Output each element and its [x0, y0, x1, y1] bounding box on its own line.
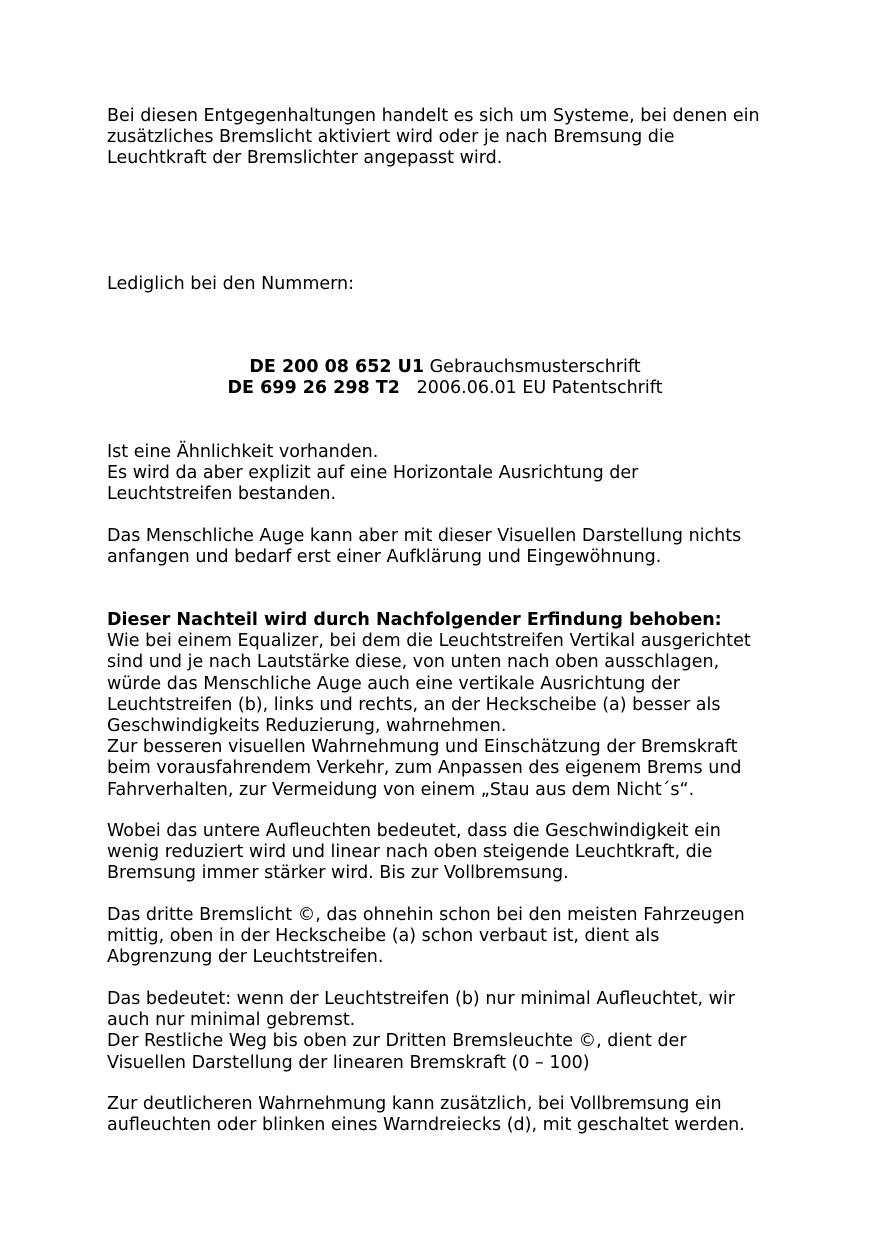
- text-line: aufleuchten oder blinken eines Warndreiecks (d), mit geschaltet werden.: [107, 1115, 745, 1136]
- text-line: Lediglich bei den Nummern:: [107, 274, 355, 294]
- text-line: Bei diesen Entgegenhaltungen handelt es sich um Systeme, bei denen ein: [107, 106, 760, 126]
- text-line: Bremsung immer stärker wird. Bis zur Vollbremsung.: [107, 863, 569, 884]
- paragraph-lower-light: [107, 821, 807, 885]
- text-line: würde das Menschliche Auge auch eine vertikale Ausrichtung der: [107, 673, 680, 694]
- text-line: Visuellen Darstellung der linearen Bremskraft (0 – 100): [107, 1052, 590, 1073]
- patent-description: 2006.06.01 EU Patentschrift: [399, 378, 663, 399]
- text-line: Ist eine Ähnlichkeit vorhanden.: [107, 442, 379, 462]
- paragraph-third-brake-light: [107, 905, 807, 969]
- text-line: sind und je nach Lautstärke diese, von unten nach oben ausschlagen,: [107, 652, 720, 673]
- text-line: Wobei das untere Aufleuchten bedeutet, dass die Geschwindigkeit ein: [107, 821, 721, 841]
- text-line: Zur deutlicheren Wahrnehmung kann zusätzlich, bei Vollbremsung ein: [107, 1094, 722, 1114]
- text-line: beim vorausfahrendem Verkehr, zum Anpassen des eigenem Brems und: [107, 758, 742, 779]
- patent-number: DE 200 08 652 U1: [249, 357, 425, 377]
- text-line: wenig reduziert wird und linear nach oben steigende Leuchtkraft, die: [107, 842, 713, 863]
- text-line: Geschwindigkeits Reduzierung, wahrnehmen.: [107, 716, 507, 737]
- patent-reference: [0, 357, 890, 378]
- text-line: Leuchtkraft der Bremslichter angepasst wird.: [107, 148, 503, 169]
- text-line: Der Restliche Weg bis oben zur Dritten Bremsleuchte ©, dient der: [107, 1031, 687, 1052]
- paragraph-meaning: [107, 989, 807, 1074]
- patent-reference: [0, 378, 890, 399]
- paragraph-human-eye: [107, 526, 807, 568]
- patent-number: DE 699 26 298 T2: [227, 378, 400, 399]
- patent-description: Gebrauchsmusterschrift: [424, 357, 641, 377]
- text-line: auch nur minimal gebremst.: [107, 1010, 356, 1031]
- text-line: Fahrverhalten, zur Vermeidung von einem „Stau aus dem Nicht´s“.: [107, 779, 695, 800]
- text-line: Leuchtstreifen bestanden.: [107, 484, 337, 505]
- text-line: Das Menschliche Auge kann aber mit dieser Visuellen Darstellung nichts: [107, 526, 742, 546]
- text-line: Leuchtstreifen (b), links und rechts, an der Heckscheibe (a) besser als: [107, 694, 721, 715]
- text-line: mittig, oben in der Heckscheibe (a) schon verbaut ist, dient als: [107, 926, 660, 947]
- paragraph-numbers-intro: [107, 274, 807, 295]
- patent-references: [0, 357, 890, 399]
- text-line: Das dritte Bremslicht ©, das ohnehin schon bei den meisten Fahrzeugen: [107, 905, 745, 925]
- text-line: Es wird da aber explizit auf eine Horizontale Ausrichtung der: [107, 463, 639, 484]
- section-heading: Dieser Nachteil wird durch Nachfolgender Erfindung behoben:: [107, 610, 722, 630]
- paragraph-invention: [107, 610, 807, 801]
- paragraph-intro: [107, 106, 807, 170]
- text-line: Abgrenzung der Leuchtstreifen.: [107, 947, 384, 968]
- paragraph-warning-triangle: [107, 1094, 807, 1136]
- text-line: Wie bei einem Equalizer, bei dem die Leuchtstreifen Vertikal ausgerichtet: [107, 631, 751, 652]
- text-line: Das bedeutet: wenn der Leuchtstreifen (b) nur minimal Aufleuchtet, wir: [107, 989, 735, 1009]
- text-line: Zur besseren visuellen Wahrnehmung und Einschätzung der Bremskraft: [107, 737, 738, 758]
- text-line: anfangen und bedarf erst einer Aufklärung und Eingewöhnung.: [107, 547, 662, 568]
- text-line: zusätzliches Bremslicht aktiviert wird oder je nach Bremsung die: [107, 127, 675, 148]
- paragraph-similarity: [107, 442, 807, 506]
